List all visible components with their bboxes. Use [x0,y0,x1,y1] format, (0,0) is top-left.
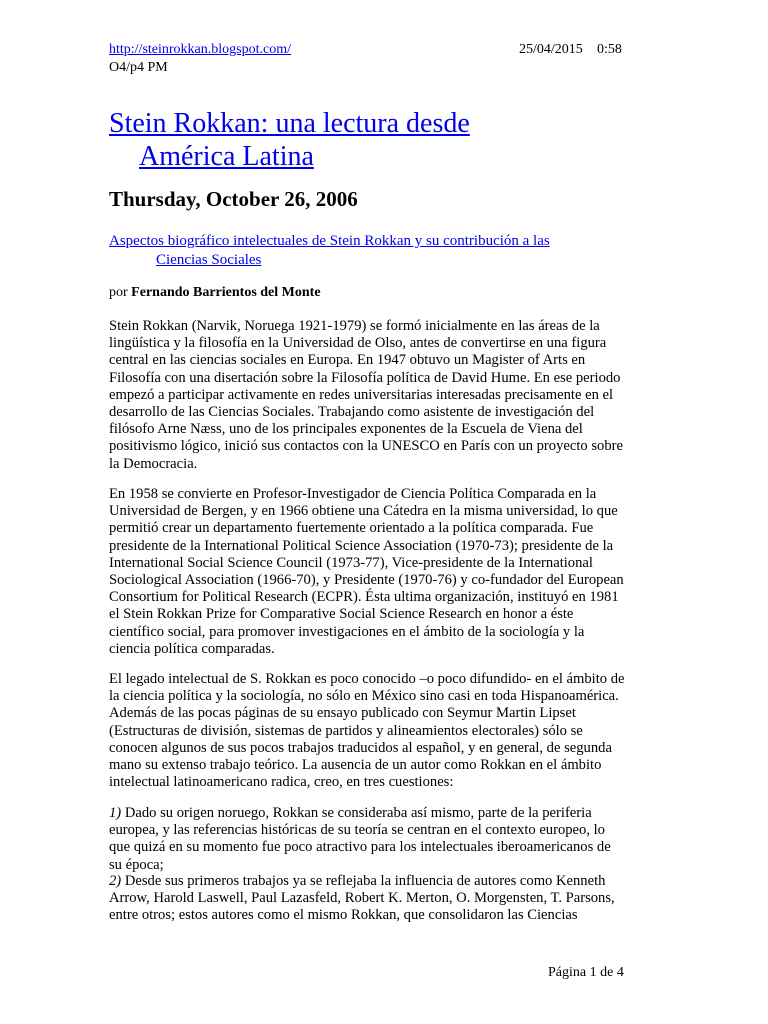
line-text: científico social, para promover investigaciones en el ámbito de la sociología y la [109,623,585,640]
text-line [109,757,669,774]
text-line [109,370,669,387]
text-line [109,456,669,473]
post-date: Thursday, October 26, 2006 [109,187,358,211]
print-time: 0:58 [597,42,622,57]
print-date: 25/04/2015 [519,42,583,57]
line-text: presidente de la International Political Science Association (1970-73); presidente de la [109,537,614,554]
blog-title-line-2[interactable]: América Latina [139,141,314,172]
post-title-link[interactable] [109,232,669,270]
line-text: el Stein Rokkan Prize for Comparative Social Science Research en honor a éste [109,606,574,623]
text-line [109,421,669,438]
line-text: la ciencia política y la sociología, no sólo en México sino casi en toda Hispanoamérica. [109,688,619,705]
text-line [109,774,669,791]
print-subline: O4/p4 PM [109,60,168,75]
line-text: que quizá en su momento fue poco atractivo para los intelectuales iberoamericanos de [109,839,611,856]
text-line [109,740,669,757]
post-title-line-2[interactable]: Ciencias Sociales [156,252,262,268]
text-line [109,503,669,520]
text-line [109,486,669,503]
line-text: permitió crear un departamento fuertemente orientado a la política comparada. Fue [109,520,594,537]
line-text: Además de las pocas páginas de su ensayo publicado con Seymur Martin Lipset [109,705,576,722]
line-text: Desde sus primeros trabajos ya se reflejaba la influencia de autores como Kenneth [121,873,606,889]
source-url-link[interactable]: http://steinrokkan.blogspot.com/ [109,42,291,57]
line-text: Universidad de Bergen, y en 1966 obtiene una Cátedra en la misma universidad, lo que [109,503,618,520]
line-text: International Social Science Council (1973-77), Vice-presidente de la International [109,554,593,571]
text-line [109,352,669,369]
paragraph-5 [109,873,669,925]
text-line [109,688,669,705]
post-title-line-1[interactable]: Aspectos biográfico intelectuales de Stein Rokkan y su contribución a las [109,233,550,249]
text-line [109,589,669,606]
text-line [109,890,669,907]
line-text: lingüística y la filosofía en la Universidad de Olso, antes de convertirse en una figura [109,335,607,352]
text-line [109,907,669,924]
line-text: Stein Rokkan (Narvik, Noruega 1921-1979) se formó inicialmente en las áreas de la [109,318,600,334]
text-line [109,555,669,572]
text-line [109,520,669,537]
paragraph-4 [109,805,669,874]
line-text: Consortium for Political Research (ECPR). Ésta ultima organización, instituyó en 1981 [109,589,619,606]
line-text: europea, y las referencias históricas de su teoría se centran en el contexto europeo, lo [109,822,605,839]
text-line [109,671,669,688]
line-text: la Democracia. [109,455,198,472]
text-line [109,857,669,874]
text-line [109,805,669,822]
paragraph-2 [109,486,669,658]
line-text: (Estructuras de división, sistemas de partidos y alineamientos electorales) sólo se [109,722,583,739]
text-line [109,839,669,856]
text-line [109,387,669,404]
line-text: central en las ciencias sociales en Europa. En 1947 obtuvo un Magister of Arts en [109,352,586,369]
byline-prefix: por [109,285,128,300]
text-line [109,624,669,641]
text-line [109,723,669,740]
author-name: Fernando Barrientos del Monte [131,285,321,300]
line-text: desarrollo de las Ciencias Sociales. Trabajando como asistente de investigación del [109,404,595,421]
line-text: En 1958 se convierte en Profesor-Investigador de Ciencia Política Comparada en la [109,486,597,502]
text-line [109,538,669,555]
line-text: empezó a participar activamente en redes universitarias interesadas precisamente en el [109,386,614,403]
line-text: El legado intelectual de S. Rokkan es poco conocido –o poco difundido- en el ámbito de [109,671,625,687]
line-text: entre otros; estos autores como el mismo Rokkan, que consolidaron las Ciencias [109,907,578,924]
line-text: filósofo Arne Næss, uno de los principales exponentes de la Escuela de Viena del [109,421,583,438]
text-line [109,705,669,722]
line-text: conocen algunos de sus pocos trabajos traducidos al español, y en general, de segunda [109,739,612,756]
page-number: Página 1 de 4 [548,965,624,980]
text-line [109,335,669,352]
line-text: ciencia política comparadas. [109,640,275,657]
paragraph-1 [109,318,669,473]
byline [109,285,321,301]
line-text: positivismo lógico, inició sus contactos con la UNESCO en París con un proyecto sobre [109,438,623,455]
blog-title[interactable] [109,107,669,173]
text-line [109,641,669,658]
text-line [109,822,669,839]
text-line [109,873,669,890]
line-text: Arrow, Harold Laswell, Paul Lazasfeld, Robert K. Merton, O. Morgensten, T. Parsons, [109,890,615,907]
text-line [109,572,669,589]
list-number: 2) [109,873,122,889]
text-line [109,404,669,421]
line-text: Sociological Association (1966-70), y Presidente (1970-76) y co-fundador del European [109,572,624,589]
line-text: Filosofía con una disertación sobre la Filosofía política de David Hume. En ese periodo [109,369,621,386]
blog-title-line-1[interactable]: Stein Rokkan: una lectura desde [109,108,470,139]
paragraph-3 [109,671,669,791]
text-line [109,438,669,455]
line-text: su época; [109,856,164,873]
text-line [109,606,669,623]
line-text: Dado su origen noruego, Rokkan se consideraba así mismo, parte de la periferia [121,805,592,821]
text-line [109,318,669,335]
list-number: 1) [109,805,122,821]
line-text: mano su extenso trabajo teórico. La ausencia de un autor como Rokkan en el ámbito [109,757,602,774]
line-text: intelectual latinoamericano radica, creo, en tres cuestiones: [109,774,454,791]
